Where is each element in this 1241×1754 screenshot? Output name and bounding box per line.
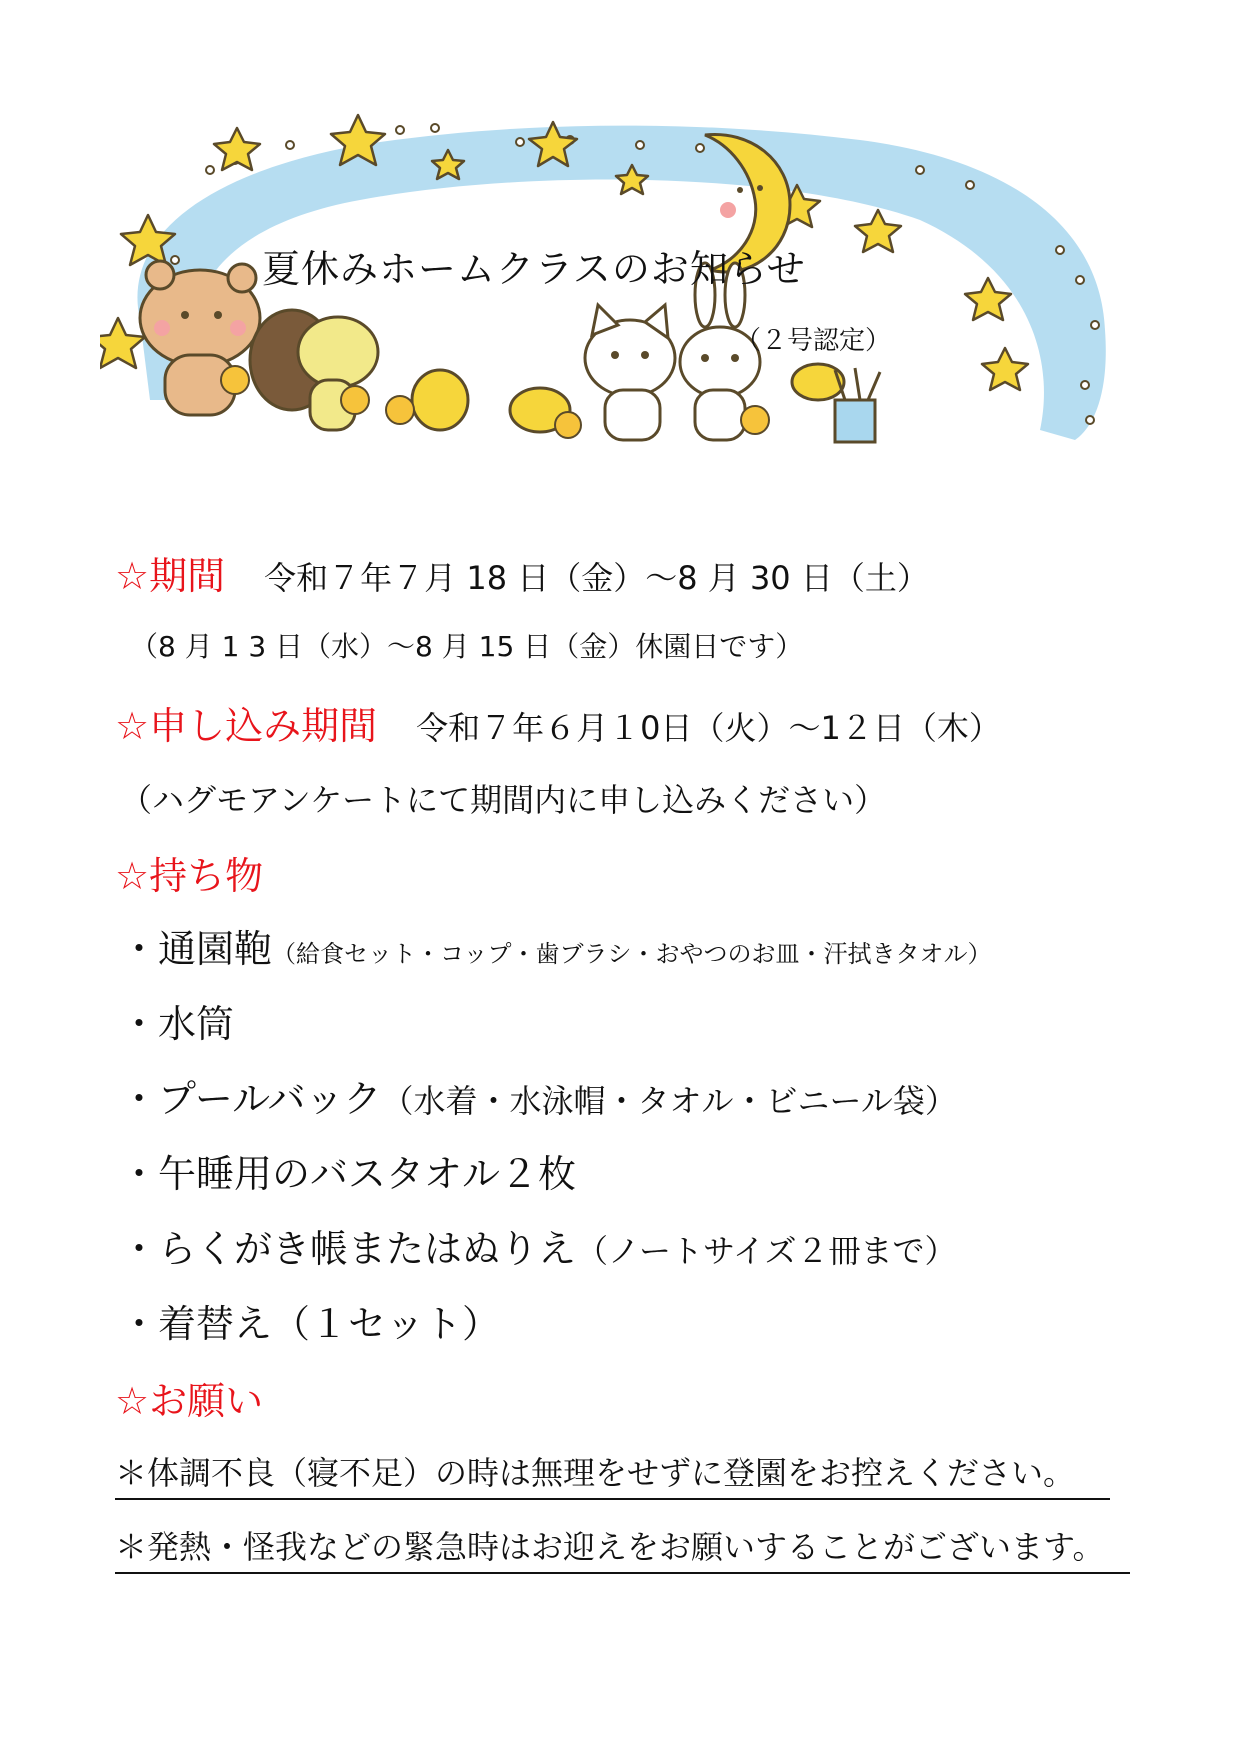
notice-title: 夏休みホームクラスのお知らせ (262, 247, 806, 291)
belongings-item (120, 993, 234, 1048)
belongings-heading: ☆持ち物 (115, 854, 264, 898)
belongings-item (120, 1293, 500, 1348)
belongings-item-note: （ノートサイズ２冊まで） (576, 1232, 957, 1270)
notice-subtitle: （２号認定） (735, 326, 892, 356)
belongings-item-label: ・水筒 (120, 1002, 235, 1046)
application-heading: ☆申し込み期間 (115, 704, 378, 748)
period-dates: 令和７年７月 18 日（金）～8 月 30 日（土） (264, 559, 929, 597)
belongings-item-note: （１セット） (272, 1302, 501, 1346)
belongings-item-note: （水着・水泳帽・タオル・ビニール袋） (381, 1082, 957, 1120)
belongings-item-label: ・プールバック (120, 1077, 382, 1121)
belongings-item-label: ・着替え (120, 1302, 273, 1346)
period-note: （8 月 1 3 日（水）～8 月 15 日（金）休園日です） (130, 630, 804, 663)
belongings-item-note: （給食セット・コップ・歯ブラシ・おやつのお皿・汗拭きタオル） (272, 940, 992, 968)
requests-heading: ☆お願い (115, 1379, 264, 1423)
period-row (115, 545, 929, 600)
belongings-item-label: ・通園鞄 (120, 927, 273, 971)
request-item: ＊発熱・怪我などの緊急時はお迎えをお願いすることがございます。 (115, 1522, 1130, 1574)
application-row (115, 695, 1001, 750)
application-note: （ハグモアンケートにて期間内に申し込みください） (120, 781, 887, 819)
belongings-item-label: ・らくがき帳またはぬりえ (120, 1227, 577, 1271)
period-heading: ☆期間 (115, 554, 226, 598)
belongings-item (120, 1143, 576, 1198)
belongings-item (120, 918, 992, 973)
request-item: ＊体調不良（寝不足）の時は無理をせずに登園をお控えください。 (115, 1448, 1110, 1500)
belongings-item (120, 1218, 957, 1273)
application-dates: 令和７年６月１0日（火）～1２日（木） (416, 709, 1001, 747)
belongings-item-label: ・午睡用のバスタオル２枚 (120, 1152, 577, 1196)
night-sky-illustration (100, 100, 1120, 520)
belongings-item (120, 1068, 957, 1123)
